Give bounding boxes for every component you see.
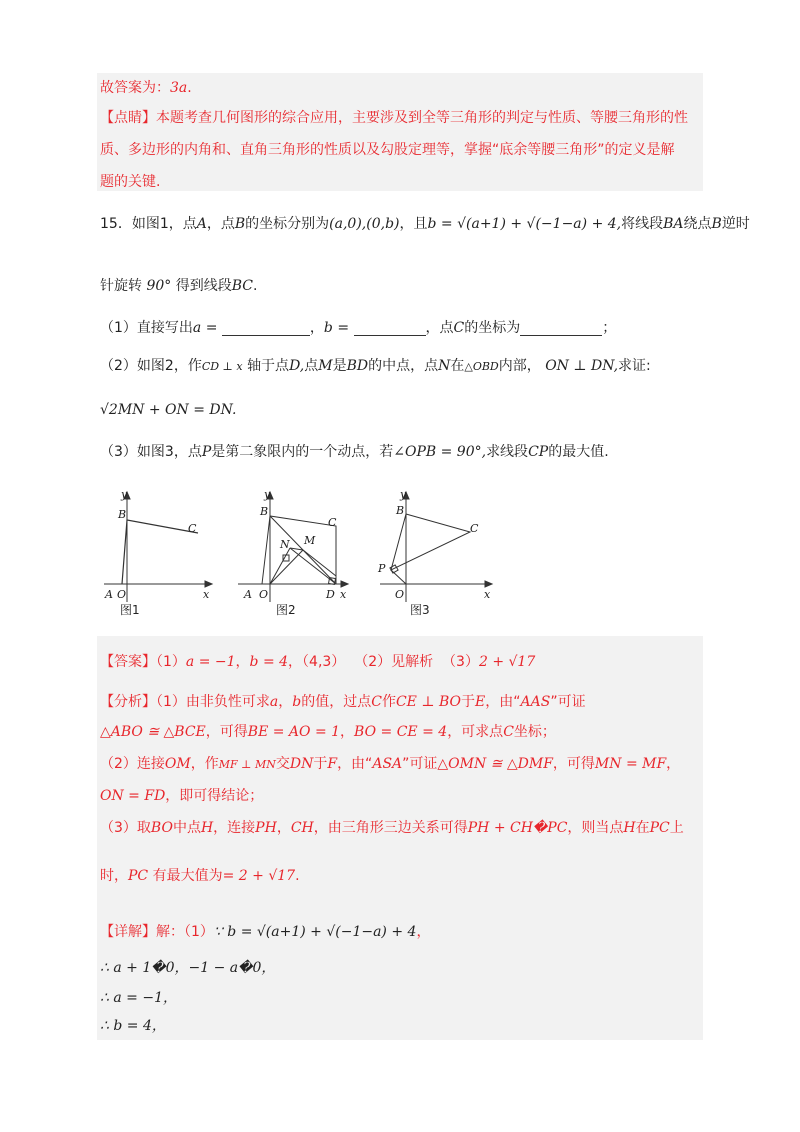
question-text: 的最大值. — [548, 444, 609, 460]
detail-text: 解：（1） — [156, 924, 214, 940]
answer-b: b = 4 — [249, 654, 289, 670]
figure-2 — [238, 492, 348, 602]
fig2-x-label: x — [340, 588, 347, 601]
fig2-N-label: N — [280, 538, 290, 551]
fig3-C-label: C — [470, 522, 479, 535]
analysis-tag: 【分析】 — [100, 694, 156, 710]
question-2 — [100, 356, 651, 377]
comment-line-3 — [100, 172, 160, 192]
question-text: ； — [602, 320, 617, 336]
answer-value: 3a — [170, 80, 188, 96]
question-text: 求线段 — [486, 444, 529, 460]
math-D: D, — [289, 358, 305, 374]
answer-label: 故答案为： — [100, 80, 170, 96]
problem-text: 如图1，点 — [131, 216, 197, 232]
analysis-line-2 — [100, 722, 556, 742]
math-aas: AAS — [520, 694, 551, 710]
math-angle-opb: ∠OPB = 90°, — [393, 444, 487, 460]
math-CH: CH — [290, 820, 314, 836]
detail-tag: 【详解】 — [100, 924, 156, 940]
fig1-B-label: B — [118, 508, 127, 521]
math-DN: DN — [289, 756, 314, 772]
math-on-perp-dn: ON ⊥ DN, — [545, 358, 619, 374]
problem-text: 的坐标分别为 — [245, 216, 330, 232]
fig3-y-label: y — [400, 488, 407, 501]
analysis-text: ，作 — [190, 756, 219, 772]
math-BD: BD — [346, 358, 369, 374]
answer-max: 2 + √17 — [478, 654, 536, 670]
math-N: N — [438, 358, 451, 374]
comment-text-3: 题的关键. — [100, 174, 161, 190]
analysis-text: ，可求点 — [447, 724, 504, 740]
answer-line — [100, 652, 535, 672]
math-M: M — [318, 358, 333, 374]
math-equation: MN = MF — [594, 756, 667, 772]
question-text: 轴于点 — [247, 358, 290, 374]
question-text: ， — [309, 320, 324, 336]
analysis-text: ， — [340, 724, 355, 740]
answer-blank-a[interactable] — [222, 321, 310, 336]
math-b: b — [292, 694, 302, 710]
fig2-M-label: M — [304, 534, 316, 547]
problem-line-2 — [100, 276, 257, 296]
analysis-text: ， — [666, 756, 681, 772]
analysis-text: 上 — [669, 820, 684, 836]
analysis-text: 时， — [100, 868, 128, 884]
math-angle: 90° — [146, 278, 172, 294]
math-cd-perp: CD ⊥ x — [201, 360, 243, 373]
math-coords: (a,0),(0,b) — [329, 216, 400, 232]
answer-tag: 【答案】 — [100, 654, 156, 670]
math-equation: BO = CE = 4 — [354, 724, 448, 740]
fig2-y-label: y — [264, 488, 271, 501]
question-text: （2）如图2，作 — [100, 358, 202, 374]
math-ce-perp-bo: CE ⊥ BO — [395, 694, 461, 710]
problem-line-1 — [100, 214, 750, 234]
answer-sep: ， — [288, 654, 303, 670]
analysis-text: . — [295, 868, 300, 884]
problem-number: 15． — [100, 216, 132, 232]
comment-text-2: 质、多边形的内角和、直角三角形的性质以及勾股定理等，掌握“底余等腰三角形”的定义是解 — [100, 142, 675, 158]
comment-line-1 — [100, 108, 688, 128]
question-text: 在 — [450, 358, 465, 374]
answer-part: （3） — [442, 654, 479, 670]
comment-line-2 — [100, 140, 675, 160]
problem-text: ，且 — [399, 216, 428, 232]
math-equation: ON = FD — [100, 788, 166, 804]
analysis-text: ，则当点 — [567, 820, 624, 836]
math-PC: PC — [649, 820, 670, 836]
math-given: ∵ b = √(a+1) + √(−1−a) + 4 — [213, 924, 417, 940]
math-CP: CP — [528, 444, 549, 460]
analysis-text: ，即可得结论； — [165, 788, 264, 804]
fig2-O-label: O — [259, 588, 269, 601]
analysis-text: ，连接 — [213, 820, 256, 836]
answer-part: （2）见解析 — [354, 654, 434, 670]
analysis-text: ”可证 — [402, 756, 438, 772]
analysis-text: 坐标； — [513, 724, 556, 740]
analysis-text: （2）连接 — [100, 756, 165, 772]
answer-sep: ， — [235, 654, 250, 670]
math-BA: BA — [663, 216, 684, 232]
problem-text: 针旋转 — [100, 278, 142, 294]
detail-line-0 — [100, 922, 430, 942]
analysis-text: 于 — [461, 694, 475, 710]
analysis-text: ， — [278, 694, 293, 710]
math-OM: OM — [164, 756, 191, 772]
math-E: E — [475, 694, 486, 710]
comment-text-1: 本题考查几何图形的综合应用，主要涉及到全等三角形的判定与性质、等腰三角形的性 — [156, 110, 688, 126]
fig3-B-label: B — [396, 504, 405, 517]
question-text: （3）如图3，点 — [100, 444, 202, 460]
analysis-text: ，可得 — [205, 724, 248, 740]
question-text: 的坐标为 — [464, 320, 521, 336]
analysis-text: ”可证 — [550, 694, 586, 710]
math-P: P — [201, 444, 212, 460]
math-F: F — [327, 756, 338, 772]
math-H: H — [200, 820, 214, 836]
detail-line-1: ∴ a + 1�0，−1 − a�0， — [100, 960, 276, 976]
analysis-text: ，由三角形三边关系可得 — [313, 820, 468, 836]
math-H: H — [623, 820, 636, 836]
fig2-D-label: D — [326, 588, 335, 601]
analysis-line-3 — [100, 754, 680, 775]
problem-text: ，点 — [206, 216, 235, 232]
math-B: B — [711, 216, 722, 232]
math-triangle-obd: △OBD — [464, 360, 499, 373]
fig3-x-label: x — [484, 588, 491, 601]
math-B: B — [234, 216, 246, 232]
question-text: 求证: — [618, 358, 651, 374]
question-text: 是第二象限内的一个动点，若 — [211, 444, 394, 460]
math-congruence: △OMN ≅ △DMF — [437, 756, 553, 772]
analysis-text: ，可得 — [552, 756, 595, 772]
problem-text: 逆时 — [721, 216, 750, 232]
analysis-text: 有最大值为 — [152, 868, 223, 884]
analysis-text: 交 — [275, 756, 290, 772]
question-2-equation — [100, 400, 236, 420]
analysis-text: ，由“ — [485, 694, 521, 710]
detail-line-2: ∴ a = −1， — [100, 990, 177, 1006]
math-C: C — [503, 724, 514, 740]
math-C: C — [371, 694, 382, 710]
math-A: A — [196, 216, 207, 232]
detail-text: ， — [416, 924, 431, 940]
analysis-text: 的值，过点 — [301, 694, 372, 710]
comment-tag: 【点睛】 — [100, 110, 156, 126]
fig2-caption: 图2 — [276, 603, 296, 617]
question-3 — [100, 442, 609, 462]
math-max: = 2 + √17 — [222, 868, 296, 884]
analysis-line-5 — [100, 818, 684, 838]
analysis-text: 于 — [313, 756, 328, 772]
math-inequality: PH + CH�PC — [467, 820, 568, 836]
fig1-y-label: y — [121, 488, 128, 501]
analysis-line-6 — [100, 866, 300, 886]
question-text: 点 — [304, 358, 319, 374]
detail-line-3: ∴ b = 4， — [100, 1018, 166, 1034]
question-text: ，点 — [425, 320, 454, 336]
analysis-line-1 — [100, 692, 586, 712]
fig3-O-label: O — [395, 588, 405, 601]
question-text: 的中点，点 — [368, 358, 439, 374]
math-BO: BO — [150, 820, 173, 836]
math-equation: BE = AO = 1 — [247, 724, 341, 740]
fig1-O-label: O — [117, 588, 127, 601]
analysis-text: 中点 — [172, 820, 201, 836]
fig1-C-label: C — [188, 522, 197, 535]
fig3-caption: 图3 — [410, 603, 430, 617]
fig2-A-label: A — [244, 588, 252, 601]
question-text: （1）直接写出 — [100, 320, 193, 336]
math-asa: ASA — [372, 756, 403, 772]
answer-a: a = −1 — [185, 654, 236, 670]
fig1-x-label: x — [203, 588, 210, 601]
previous-answer-line — [100, 78, 192, 98]
answer-blank-c[interactable] — [520, 321, 602, 336]
answer-part: （1） — [156, 654, 186, 670]
problem-text: 将线段 — [621, 216, 664, 232]
question-text: 是 — [332, 358, 347, 374]
math-a-eq: a = — [192, 320, 218, 336]
answer-coord: （4,3） — [302, 654, 346, 670]
question-1 — [100, 318, 616, 338]
analysis-text: （3）取 — [100, 820, 151, 836]
analysis-text: 作 — [381, 694, 396, 710]
math-PC: PC — [128, 868, 149, 884]
math-congruence: △ABO ≅ △BCE — [100, 724, 206, 740]
answer-blank-b[interactable] — [354, 321, 426, 336]
problem-text: . — [253, 278, 258, 294]
math-C: C — [453, 320, 465, 336]
fig1-A-label: A — [105, 588, 113, 601]
fig3-P-label: P — [378, 562, 386, 575]
analysis-text: ，由“ — [337, 756, 373, 772]
math-mf-perp: MF ⊥ MN — [218, 758, 276, 771]
math-BC: BC — [231, 278, 253, 294]
math-b-eq: b = — [323, 320, 350, 336]
analysis-text: 在 — [635, 820, 650, 836]
answer-end: . — [187, 80, 192, 96]
problem-text: 得到线段 — [175, 278, 232, 294]
math-prove-equation: √2MN + ON = DN. — [100, 402, 237, 418]
math-PH: PH — [255, 820, 277, 836]
fig1-caption: 图1 — [120, 603, 140, 617]
analysis-line-4 — [100, 786, 263, 806]
figures — [0, 488, 800, 618]
question-text: 内部， — [498, 358, 541, 374]
problem-text: 绕点 — [683, 216, 712, 232]
fig2-B-label: B — [260, 505, 269, 518]
fig2-C-label: C — [328, 516, 337, 529]
math-a: a — [269, 694, 279, 710]
analysis-text: （1）由非负性可求 — [156, 694, 270, 710]
math-condition: b = √(a+1) + √(−1−a) + 4, — [427, 216, 622, 232]
analysis-text: ， — [276, 820, 291, 836]
